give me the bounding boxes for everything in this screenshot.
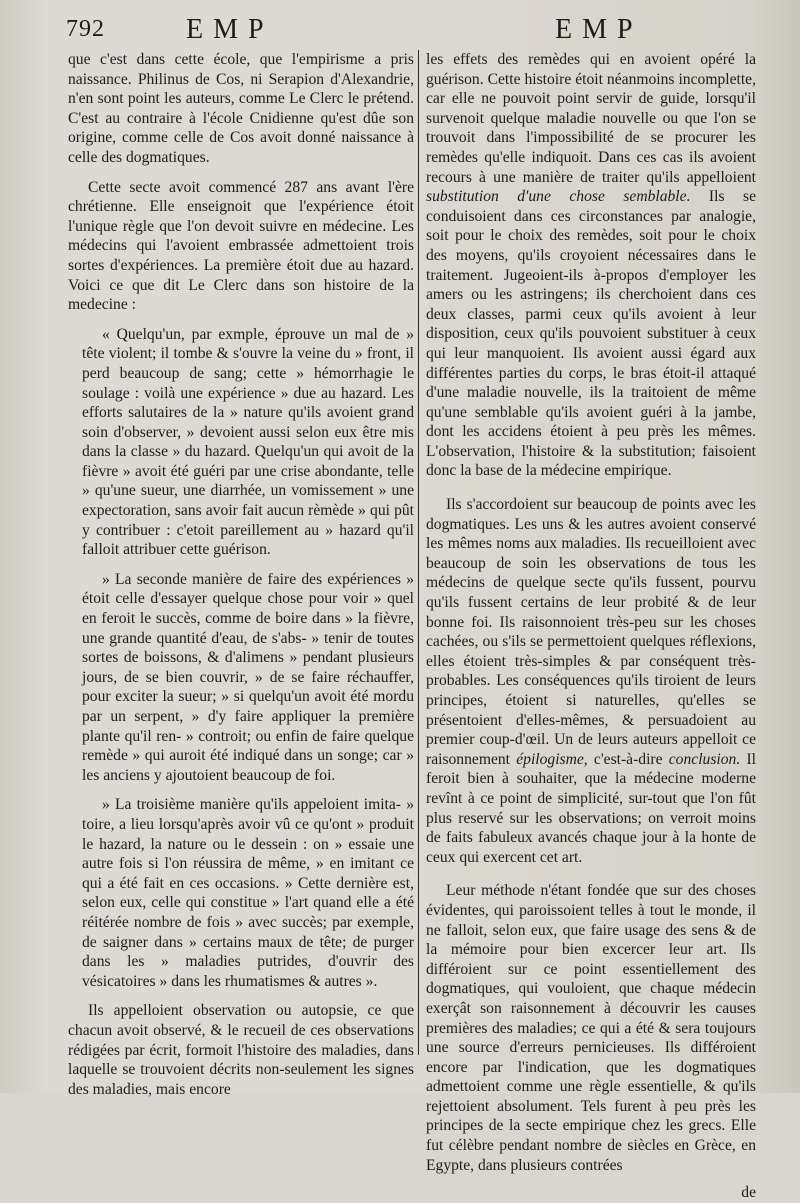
- running-head-right: EMP: [555, 14, 643, 45]
- column-divider: [418, 50, 419, 1055]
- page-header: [0, 14, 800, 50]
- paragraph: Ils s'accordoient sur beaucoup de points avec les dogmatiques. Les uns & les autres avoient conservé les mêmes noms aux maladies. Ils recueilloient avec beaucoup de soin les observations de tous les médecins de quelque secte qu'ils fussent, pourvu qu'ils fussent certains de leur probité & de leur bonne foi. Ils raisonnoient très-peu sur les choses cachées, ou s'ils se permettoient quelques réflexions, elles étoient très-simples & par conséquent très-probables. Les conséquences qu'ils tiroient de leurs principes, étoient si naturelles, qu'elles se présentoient d'elles-mêmes, & persuadoient au premier coup-d'œil. Un de leurs auteurs appelloit ce raisonnement épilogisme, c'est-à-dire conclusion. Il feroit bien à souhaiter, que la médecine moderne revînt à ce point de simplicité, sur-tout que l'on fût plus reservé sur les observations; on verroit moins de faits fabuleux avancés chaque jour à la honte de ceux qui exercent cet art.: [426, 496, 756, 866]
- quotation-paragraph: » La seconde manière de faire des expériences » étoit celle d'essayer quelque chose pour voir » quel en feroit le succès, comme de boire dans » la fièvre, une grande quantité d'eau, de s'abs- » tenir de toutes sortes de boissons, & d'alimens » pendant plusieurs jours, de se bien couvrir, » de se faire réchauffer, pour exciter la sueur; » si quelqu'un avoit été mordu par un serpent, » d'y faire appliquer la première plante qu'il ren- » controit; ou enfin de faire quelque remède » qui auroit été indiqué dans un songe; car » les anciens y ajoutoient beaucoup de foi.: [82, 570, 414, 784]
- paragraph: Cette secte avoit commencé 287 ans avant l'ère chrétienne. Elle enseignoit que l'expérience étoit l'unique règle que l'on devoit suivre en médecine. Les médecins qui l'avoient embrassée admettoient trois sortes d'expériences. La première étoit due au hazard. Voici ce que dit Le Clerc dans son histoire de la medecine :: [68, 178, 414, 314]
- left-column: [68, 50, 414, 1098]
- right-column: [426, 50, 756, 1202]
- italic-term: épilogisme: [516, 750, 584, 768]
- running-head-left: EMP: [186, 14, 274, 45]
- italic-term: substitution d'une chose semblable.: [426, 188, 691, 206]
- paragraph: Ils appelloient observation ou autopsie, ce que chacun avoit observé, & le recueil de ces observations rédigées par écrit, formoit l'histoire des maladies, dans laquelle se trouvoient décrits non-seulement les signes des maladies, mais encore: [68, 1002, 414, 1098]
- italic-term: conclusion.: [668, 750, 741, 768]
- paragraph: les effets des remèdes qui en avoient opéré la guérison. Cette histoire étoit néanmoins incomplette, car elle ne pouvoit point servir de guide, lorsqu'il survenoit quelque maladie nouvelle ou que l'on se trouvoit dans l'impossibilité de se procurer les remèdes qu'elle indiquoit. Dans ces cas ils avoient recours à une manière de traiter qu'ils appelloient substitution d'une chose semblable. Ils se conduisoient dans ces circonstances par analogie, soit pour le choix des remèdes, soit pour le choix des moyens, qu'ils croyoient nécessaires dans le traitement. Jugeoient-ils à-propos d'employer les amers ou les astringens; ils cherchoient dans ces deux classes, parmi ceux qu'ils avoient à leur disposition, ceux qu'ils pouvoient substituer à ceux qui leur manquoient. Ils avoient aussi égard aux différentes parties du corps, le bras étoit-il attaqué d'une maladie nouvelle, ils la traitoient de même qu'une semblable qu'ils avoient guéri à la jambe, dont les accidens étoient à peu près les mêmes. L'observation, l'histoire & la substitution; faisoient donc la base de la médecine empirique.: [426, 51, 756, 480]
- quotation-paragraph: » La troisième manière qu'ils appeloient imita- » toire, a lieu lorsqu'après avoir vû ce qu'ont » produit le hazard, la nature ou le dessein : on » essaie une autre fois si l'on réussira de même, » en imitant ce qui a été fait en ces occasions. » Cette dernière est, selon eux, celle qui constitue » l'art quand elle a été réitérée nombre de fois » avec succès; par exemple, de saigner dans » certains maux de tête; de purger dans les » maladies putrides, d'ouvrir des vésicatoires » dans les rhumatismes & autres ».: [82, 796, 414, 990]
- page-number: 792: [66, 16, 105, 42]
- catchword: de: [741, 1184, 756, 1202]
- quotation-paragraph: « Quelqu'un, par exmple, éprouve un mal de » tête violent; il tombe & s'ouvre la veine du » front, il perd beaucoup de sang; cette » hémorrhagie le soulage : voilà une expérience » due au hazard. Les efforts salutaires de la » nature qu'ils avoient grand soin d'observer, » devoient aussi selon eux être mis dans la classe » du hazard. Quelqu'un qui avoit de la fièvre » avoit été guéri par une crise abondante, telle » qu'une sueur, une diarrhée, un vomissement » une expectoration, sans avoir fait aucun rèmède » qui pût y contribuer : c'etoit pareillement au » hazard qu'il falloit attribuer cette guérison.: [82, 325, 414, 559]
- paragraph: que c'est dans cette école, que l'empirisme a pris naissance. Philinus de Cos, ni Serapion d'Alexandrie, n'en sont point les auteurs, comme Le Clerc le prétend. C'est au contraire à l'école Cnidienne qu'est dûe son origine, comme celle de Cos avoit donné naissance à celle des dogmatiques.: [68, 51, 414, 166]
- paragraph: Leur méthode n'étant fondée que sur des choses évidentes, qui paroissoient telles à tout le monde, il ne falloit, selon eux, que faire usage des sens & de la mémoire pour bien excercer leur art. Ils différoient sur ce point essentiellement des dogmatiques, qui vouloient, que chaque médecin exerçât son raisonnement à découvrir les causes premières des maladies; ce qui a été & sera toujours une source d'erreurs pernicieuses. Ils différoient encore par l'indication, que les dogmatiques admettoient comme une règle essentielle, & qu'ils rejettoient absolument. Tels furent à peu près les principes de la secte empirique chez les grecs. Elle fut célèbre pendant nombre de siècles en Grèce, en Egypte, dans plusieurs contrées: [426, 882, 756, 1174]
